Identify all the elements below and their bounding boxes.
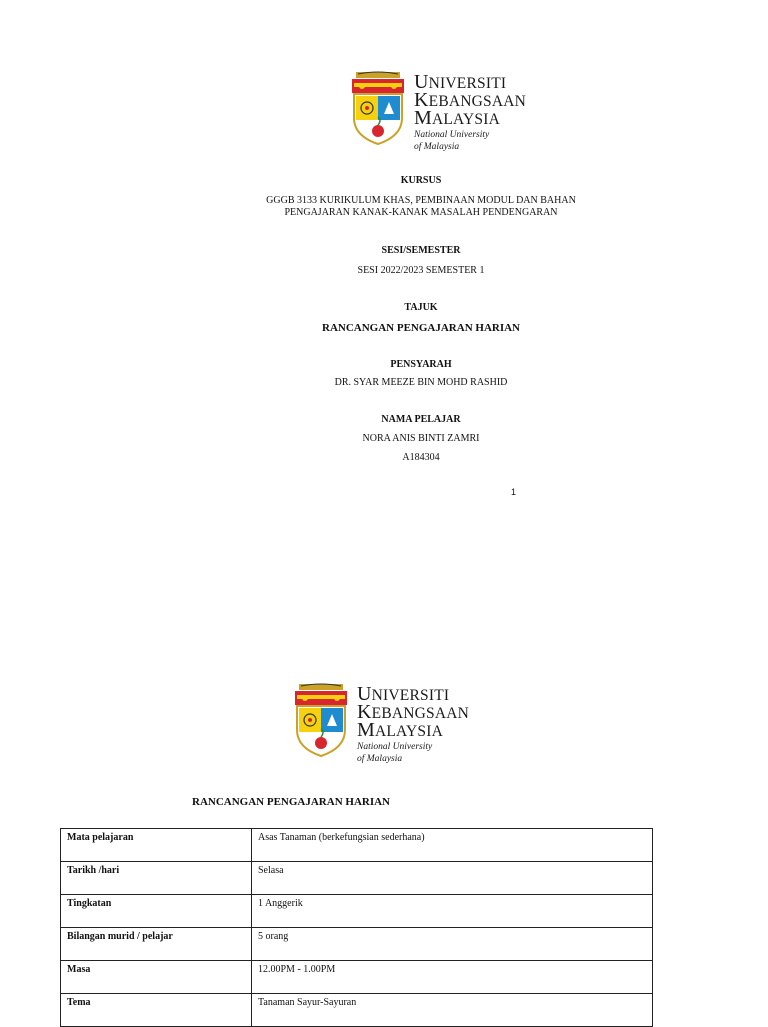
sesi-value: SESI 2022/2023 SEMESTER 1 — [357, 265, 485, 276]
ukm-logo — [348, 70, 527, 152]
ukm-crest-icon — [348, 70, 408, 146]
sesi-label: SESI/SEMESTER — [381, 245, 461, 256]
kursus-line-1: GGGB 3133 KURIKULUM KHAS, PEMBINAAN MODUL DAN BAHAN — [266, 195, 576, 206]
row-value: Asas Tanaman (berkefungsian sederhana) — [252, 829, 653, 862]
pensyarah-label: PENSYARAH — [390, 359, 452, 370]
row-label: Tarikh /hari — [61, 862, 252, 895]
logo-eng-line2: of Malaysia — [357, 754, 403, 764]
row-value: 12.00PM - 1.00PM — [252, 961, 653, 994]
table-row — [61, 961, 653, 994]
row-value: 1 Anggerik — [252, 895, 653, 928]
ukm-crest-icon — [291, 682, 351, 758]
logo-line-universiti: UNIVERSITI — [357, 683, 450, 705]
pensyarah-value: DR. SYAR MEEZE BIN MOHD RASHID — [334, 377, 508, 388]
ukm-logo-text — [357, 683, 470, 764]
ukm-logo-page2 — [291, 682, 470, 764]
ukm-logo-text — [414, 71, 527, 152]
row-label: Bilangan murid / pelajar — [61, 928, 252, 961]
row-label: Masa — [61, 961, 252, 994]
logo-eng-line1: National University — [414, 130, 490, 140]
nama-pelajar-value: NORA ANIS BINTI ZAMRI — [362, 433, 480, 444]
logo-line-universiti: UNIVERSITI — [414, 71, 507, 93]
table-row — [61, 895, 653, 928]
logo-line-malaysia: MALAYSIA — [357, 719, 443, 741]
tajuk-value: RANCANGAN PENGAJARAN HARIAN — [322, 322, 520, 334]
logo-line-malaysia: MALAYSIA — [414, 107, 500, 129]
kursus-label: KURSUS — [400, 175, 442, 186]
row-value: Tanaman Sayur-Sayuran — [252, 994, 653, 1027]
page-number: 1 — [511, 487, 517, 497]
row-label: Tingkatan — [61, 895, 252, 928]
row-value: Selasa — [252, 862, 653, 895]
table-row — [61, 829, 653, 862]
table-row — [61, 862, 653, 895]
row-label: Tema — [61, 994, 252, 1027]
table-row — [61, 928, 653, 961]
kursus-line-2: PENGAJARAN KANAK-KANAK MASALAH PENDENGARAN — [284, 207, 558, 218]
nama-pelajar-label: NAMA PELAJAR — [381, 414, 461, 425]
row-label: Mata pelajaran — [61, 829, 252, 862]
row-value: 5 orang — [252, 928, 653, 961]
table-row — [61, 994, 653, 1027]
tajuk-label: TAJUK — [404, 302, 438, 313]
logo-eng-line1: National University — [357, 742, 433, 752]
rph-title: RANCANGAN PENGAJARAN HARIAN — [192, 796, 390, 808]
lesson-info-table — [60, 828, 653, 1027]
logo-eng-line2: of Malaysia — [414, 142, 460, 152]
logo-line-kebangsaan: KEBANGSAAN — [357, 701, 470, 723]
matric-number: A184304 — [402, 452, 440, 463]
logo-line-kebangsaan: KEBANGSAAN — [414, 89, 527, 111]
